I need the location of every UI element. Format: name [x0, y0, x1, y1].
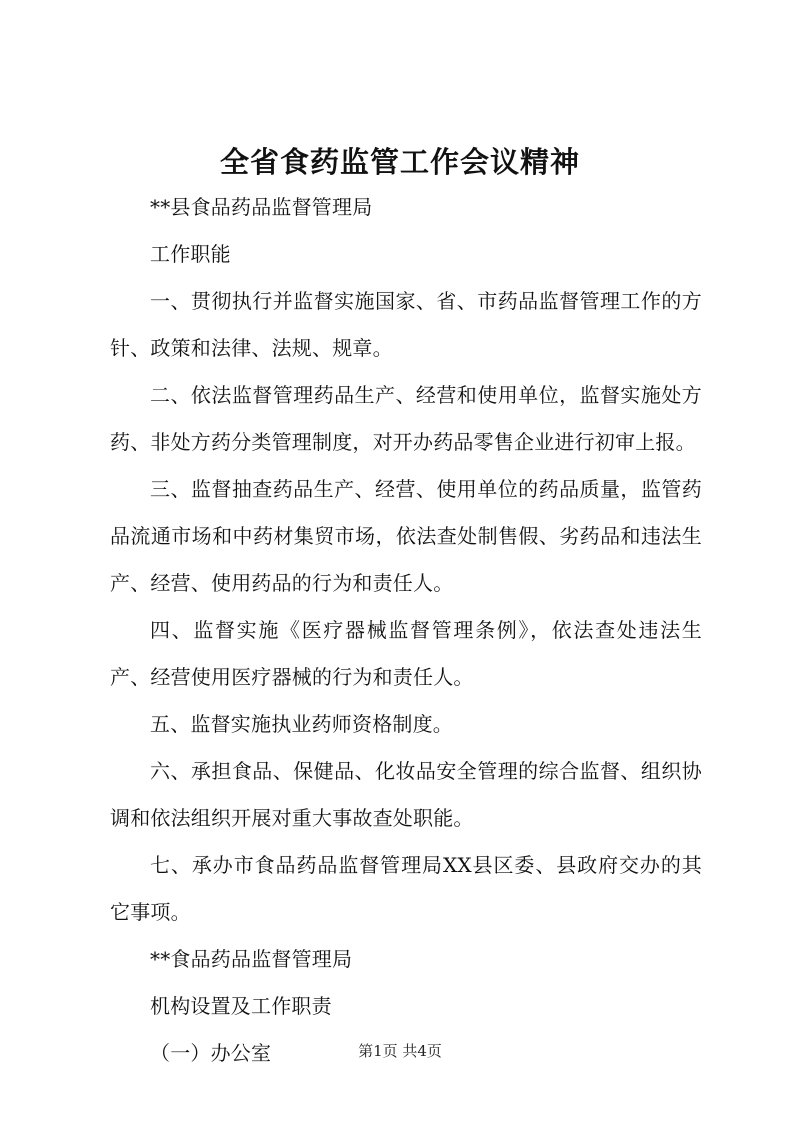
paragraph-bureau-name-2: **食品药品监督管理局 [150, 947, 353, 971]
paragraph-structure-heading: 机构设置及工作职责 [150, 994, 332, 1018]
paragraph-duty-4: 四、监督实施《医疗器械监督管理条例》，依法查处违法生产、经营使用医疗器械的行为和责任人。 [110, 618, 702, 689]
paragraph-duty-5: 五、监督实施执业药师资格制度。 [150, 712, 453, 736]
paragraph-duty-6: 六、承担食品、保健品、化妆品安全管理的综合监督、组织协调和依法组织开展对重大事故查处职能。 [110, 759, 702, 830]
paragraph-duty-2: 二、依法监督管理药品生产、经营和使用单位，监督实施处方药、非处方药分类管理制度，对开办药品零售企业进行初审上报。 [110, 383, 702, 454]
paragraph-section-heading: 工作职能 [150, 242, 231, 266]
paragraph-office-heading: （一）办公室 [150, 1041, 272, 1065]
page-number: 第1页 共4页 [358, 1042, 442, 1060]
paragraph-duty-7: 七、承办市食品药品监督管理局XX县区委、县政府交办的其它事项。 [110, 853, 702, 924]
document-title: 全省食药监管工作会议精神 [219, 145, 580, 179]
document-body [110, 184, 702, 1077]
paragraph-duty-3: 三、监督抽查药品生产、经营、使用单位的药品质量，监管药品流通市场和中药材集贸市场，依法查处制售假、劣药品和违法生产、经营、使用药品的行为和责任人。 [110, 477, 702, 595]
paragraph-duty-1: 一、贯彻执行并监督实施国家、省、市药品监督管理工作的方针、政策和法律、法规、规章。 [110, 289, 702, 360]
paragraph-bureau-name: **县食品药品监督管理局 [150, 195, 373, 219]
